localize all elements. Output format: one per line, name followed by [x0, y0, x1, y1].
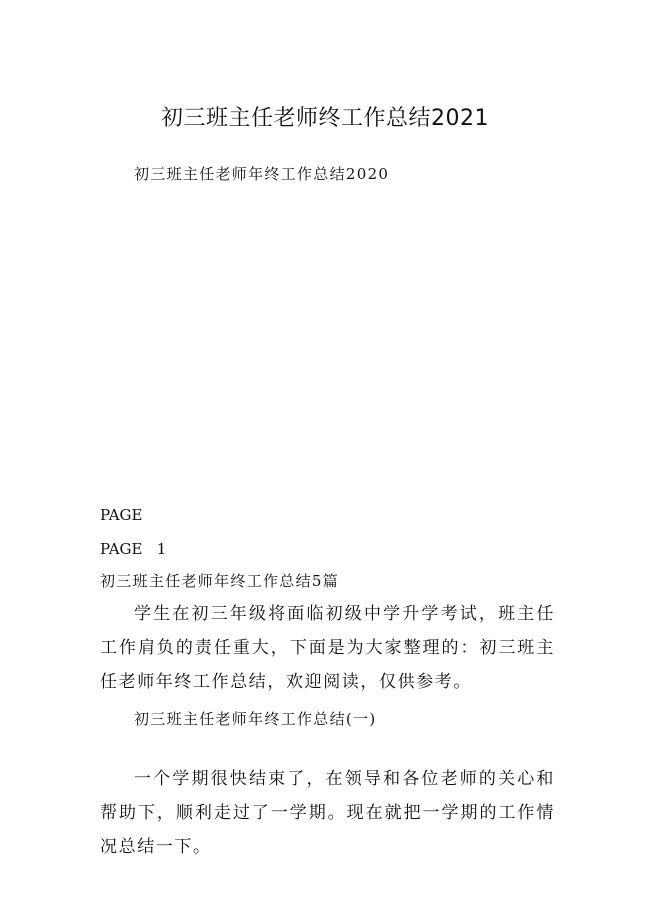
body-paragraph: 一个学期很快结束了，在领导和各位老师的关心和帮助下，顺利走过了一学期。现在就把一学期的工作情况总结一下。	[100, 769, 555, 857]
document-subtitle: 初三班主任老师年终工作总结2020	[134, 165, 390, 183]
section-heading: 初三班主任老师年终工作总结(一)	[134, 710, 377, 728]
article-heading: 初三班主任老师年终工作总结5篇	[100, 572, 340, 590]
document-title: 初三班主任老师终工作总结2021	[161, 106, 489, 131]
intro-paragraph: 学生在初三年级将面临初级中学升学考试，班主任工作肩负的责任重大，下面是为大家整理的：初三班主任老师年终工作总结，欢迎阅读，仅供参考。	[100, 604, 555, 692]
page-field-label: PAGE	[100, 506, 143, 524]
page-number-label: PAGE 1	[100, 540, 167, 558]
